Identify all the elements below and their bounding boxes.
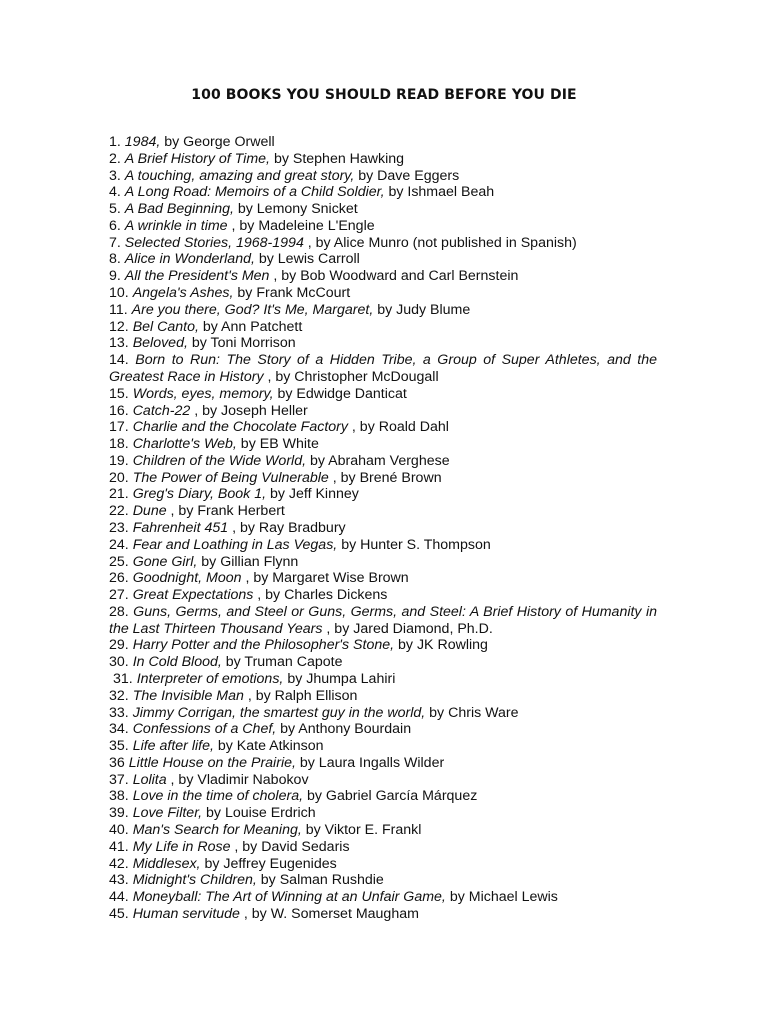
item-number: 5. — [109, 201, 121, 218]
book-author: by Salman Rushdie — [256, 872, 384, 889]
book-title: Interpreter of emotions, — [136, 671, 284, 687]
book-author: , by Roald Dahl — [347, 419, 449, 436]
book-author: by Kate Atkinson — [213, 738, 324, 755]
book-author: by Abraham Verghese — [306, 452, 450, 469]
book-author: , by Frank Herbert — [166, 503, 285, 520]
list-item — [109, 755, 657, 772]
list-item — [109, 453, 657, 470]
book-title: My Life in Rose — [132, 838, 231, 855]
item-number: 16. — [109, 402, 129, 419]
list-item — [109, 738, 657, 755]
item-number: 3. — [109, 167, 121, 184]
item-number: 30. — [109, 654, 129, 671]
item-number: 12. — [109, 318, 129, 335]
item-number: 14. — [109, 352, 129, 369]
list-item — [109, 503, 657, 520]
book-list — [109, 134, 657, 923]
item-number: 22. — [109, 503, 129, 520]
item-number: 6. — [109, 217, 121, 234]
book-title: Jimmy Corrigan, the smartest guy in the world, — [132, 704, 426, 721]
book-title: The Power of Being Vulnerable — [132, 469, 329, 486]
item-number: 8. — [109, 251, 121, 268]
book-title: The Invisible Man — [132, 687, 244, 704]
book-author: , by Ray Bradbury — [228, 519, 346, 536]
list-item — [109, 285, 657, 302]
book-author: , by Vladimir Nabokov — [166, 771, 309, 788]
book-title: Love Filter, — [132, 805, 203, 822]
book-author: by George Orwell — [160, 134, 275, 150]
book-author: , by Brené Brown — [328, 469, 442, 486]
list-item — [109, 856, 657, 873]
list-item — [109, 721, 657, 738]
item-number: 43. — [109, 872, 129, 889]
list-item — [109, 654, 657, 671]
item-number: 15. — [109, 385, 129, 402]
item-number: 29. — [109, 637, 129, 654]
book-author: , by W. Somerset Maugham — [239, 905, 419, 922]
book-author: by Jhumpa Lahiri — [283, 671, 396, 687]
item-number: 44. — [109, 889, 129, 906]
item-number: 7. — [109, 234, 121, 251]
list-item — [109, 570, 657, 587]
item-number: 21. — [109, 486, 129, 503]
list-item — [109, 470, 657, 487]
item-number: 32. — [109, 687, 129, 704]
book-author: by Edwidge Danticat — [273, 385, 407, 402]
item-number: 45. — [109, 905, 129, 922]
list-item — [109, 319, 657, 336]
item-number: 27. — [109, 587, 129, 604]
item-number: 38. — [109, 788, 129, 805]
book-author: by Louise Erdrich — [202, 805, 316, 822]
item-number: 13. — [109, 335, 129, 352]
book-title: Greg's Diary, Book 1, — [132, 486, 267, 503]
book-author: by Ishmael Beah — [384, 184, 495, 201]
book-title: Man's Search for Meaning, — [132, 822, 302, 839]
book-title: Born to Run: The Story of a Hidden Tribe, a Group of Super Athletes, and the Greatest Race in History — [109, 352, 657, 385]
book-author: , by Christopher McDougall — [263, 368, 439, 385]
list-item — [109, 520, 657, 537]
item-number: 26. — [109, 570, 129, 587]
book-author: by Michael Lewis — [445, 889, 558, 906]
book-title: Beloved, — [132, 335, 188, 352]
list-item — [109, 201, 657, 218]
book-title: In Cold Blood, — [132, 654, 222, 671]
item-number: 31. — [113, 671, 133, 687]
document-title: 100 BOOKS YOU SHOULD READ BEFORE YOU DIE — [191, 87, 577, 103]
item-number: 1. — [109, 134, 121, 150]
list-item — [109, 872, 657, 889]
book-title: Middlesex, — [132, 855, 201, 872]
item-number: 35. — [109, 738, 129, 755]
item-number: 39. — [109, 805, 129, 822]
item-number: 41. — [109, 838, 129, 855]
list-item — [109, 218, 657, 235]
book-author: by Frank McCourt — [233, 285, 351, 302]
item-number: 25. — [109, 553, 129, 570]
book-author: by Truman Capote — [221, 654, 343, 671]
list-item — [109, 352, 657, 386]
book-author: , by David Sedaris — [230, 838, 350, 855]
book-author: by Jeff Kinney — [266, 486, 359, 503]
book-title: Great Expectations — [132, 587, 254, 604]
book-author: by Viktor E. Frankl — [301, 822, 422, 839]
list-item — [109, 772, 657, 789]
book-title: All the President's Men — [124, 268, 270, 285]
list-item — [109, 705, 657, 722]
item-number: 2. — [109, 150, 121, 167]
book-author: by EB White — [236, 436, 319, 453]
item-number: 42. — [109, 855, 129, 872]
book-title: Human servitude — [132, 905, 240, 922]
list-item — [109, 403, 657, 420]
book-author: , by Ralph Ellison — [243, 687, 358, 704]
book-author: by JK Rowling — [394, 637, 488, 654]
list-item — [109, 386, 657, 403]
book-title: Are you there, God? It's Me, Margaret, — [131, 301, 374, 318]
book-author: by Judy Blume — [373, 301, 471, 318]
book-title: Charlie and the Chocolate Factory — [132, 419, 348, 436]
book-author: by Chris Ware — [425, 704, 519, 721]
book-title: Love in the time of cholera, — [132, 788, 304, 805]
list-item — [109, 168, 657, 185]
book-title: Gone Girl, — [132, 553, 198, 570]
book-title: A Long Road: Memoirs of a Child Soldier, — [124, 184, 385, 201]
book-author: by Anthony Bourdain — [276, 721, 412, 738]
list-item — [109, 302, 657, 319]
item-number: 40. — [109, 822, 129, 839]
book-author: by Lemony Snicket — [233, 201, 358, 218]
book-title: Fear and Loathing in Las Vegas, — [132, 536, 338, 553]
book-title: Guns, Germs, and Steel or Guns, Germs, and Steel: A Brief History of Humanity in the Last Thirteen Thousand Years — [109, 603, 657, 637]
list-item — [109, 134, 657, 151]
item-number: 17. — [109, 419, 129, 436]
book-author: by Toni Morrison — [187, 335, 296, 352]
book-title: Lolita — [132, 771, 167, 788]
list-item — [109, 554, 657, 571]
book-title: Words, eyes, memory, — [132, 385, 274, 402]
book-title: A wrinkle in time — [124, 217, 228, 234]
list-item — [109, 906, 657, 923]
book-author: by Lewis Carroll — [254, 251, 360, 268]
item-number: 23. — [109, 519, 129, 536]
book-title: Moneyball: The Art of Winning at an Unfair Game, — [132, 889, 446, 906]
book-author: by Stephen Hawking — [270, 150, 405, 167]
item-number: 18. — [109, 436, 129, 453]
book-author: by Gabriel García Márquez — [303, 788, 478, 805]
book-title: Dune — [132, 503, 167, 520]
list-item — [109, 688, 657, 705]
book-title: Life after life, — [132, 738, 214, 755]
list-item — [109, 671, 657, 688]
book-author: by Gillian Flynn — [197, 553, 299, 570]
book-author: , by Margaret Wise Brown — [241, 570, 409, 587]
item-number: 20. — [109, 469, 129, 486]
book-author: by Jeffrey Eugenides — [200, 855, 337, 872]
book-title: Alice in Wonderland, — [124, 251, 255, 268]
item-number: 36 — [109, 754, 125, 771]
item-number: 4. — [109, 184, 121, 201]
item-number: 10. — [109, 285, 129, 302]
book-title: A Bad Beginning, — [124, 201, 234, 218]
book-author: by Laura Ingalls Wilder — [295, 754, 445, 771]
list-item — [109, 822, 657, 839]
book-author: by Hunter S. Thompson — [337, 536, 491, 553]
list-item — [109, 637, 657, 654]
list-item — [109, 604, 657, 638]
list-item — [109, 151, 657, 168]
item-number: 34. — [109, 721, 129, 738]
list-item — [109, 436, 657, 453]
book-author: by Dave Eggers — [354, 167, 460, 184]
list-item — [109, 889, 657, 906]
book-title: A Brief History of Time, — [124, 150, 270, 167]
list-item — [109, 419, 657, 436]
book-title: Charlotte's Web, — [132, 436, 237, 453]
book-author: , by Alice Munro (not published in Spanish) — [303, 234, 577, 251]
book-title: Angela's Ashes, — [132, 285, 234, 302]
book-author: , by Jared Diamond, Ph.D. — [322, 620, 493, 637]
item-number: 24. — [109, 536, 129, 553]
list-item — [109, 537, 657, 554]
book-author: , by Joseph Heller — [190, 402, 308, 419]
item-number: 19. — [109, 452, 129, 469]
book-author: , by Charles Dickens — [253, 587, 388, 604]
book-title: Midnight's Children, — [132, 872, 257, 889]
book-title: Harry Potter and the Philosopher's Stone, — [132, 637, 395, 654]
book-title: Bel Canto, — [132, 318, 199, 335]
book-title: Goodnight, Moon — [132, 570, 242, 587]
book-title: A touching, amazing and great story, — [124, 167, 355, 184]
list-item — [109, 251, 657, 268]
book-title: Little House on the Prairie, — [128, 754, 296, 771]
item-number: 33. — [109, 704, 129, 721]
book-author: by Ann Patchett — [198, 318, 303, 335]
book-author: , by Madeleine L'Engle — [227, 217, 375, 234]
book-title: Selected Stories, 1968-1994 — [124, 234, 304, 251]
list-item — [109, 587, 657, 604]
list-item — [109, 788, 657, 805]
item-number: 28. — [109, 603, 129, 620]
item-number: 37. — [109, 771, 129, 788]
list-item — [109, 335, 657, 352]
book-author: , by Bob Woodward and Carl Bernstein — [269, 268, 519, 285]
list-item — [109, 839, 657, 856]
book-title: Fahrenheit 451 — [132, 519, 229, 536]
item-number: 11. — [109, 301, 128, 318]
list-item — [109, 486, 657, 503]
book-title: Confessions of a Chef, — [132, 721, 277, 738]
list-item — [109, 184, 657, 201]
book-title: Children of the Wide World, — [132, 452, 307, 469]
item-number: 9. — [109, 268, 121, 285]
list-item — [109, 235, 657, 252]
list-item — [109, 805, 657, 822]
list-item — [109, 268, 657, 285]
book-title: Catch-22 — [132, 402, 191, 419]
book-title: 1984, — [124, 134, 161, 150]
